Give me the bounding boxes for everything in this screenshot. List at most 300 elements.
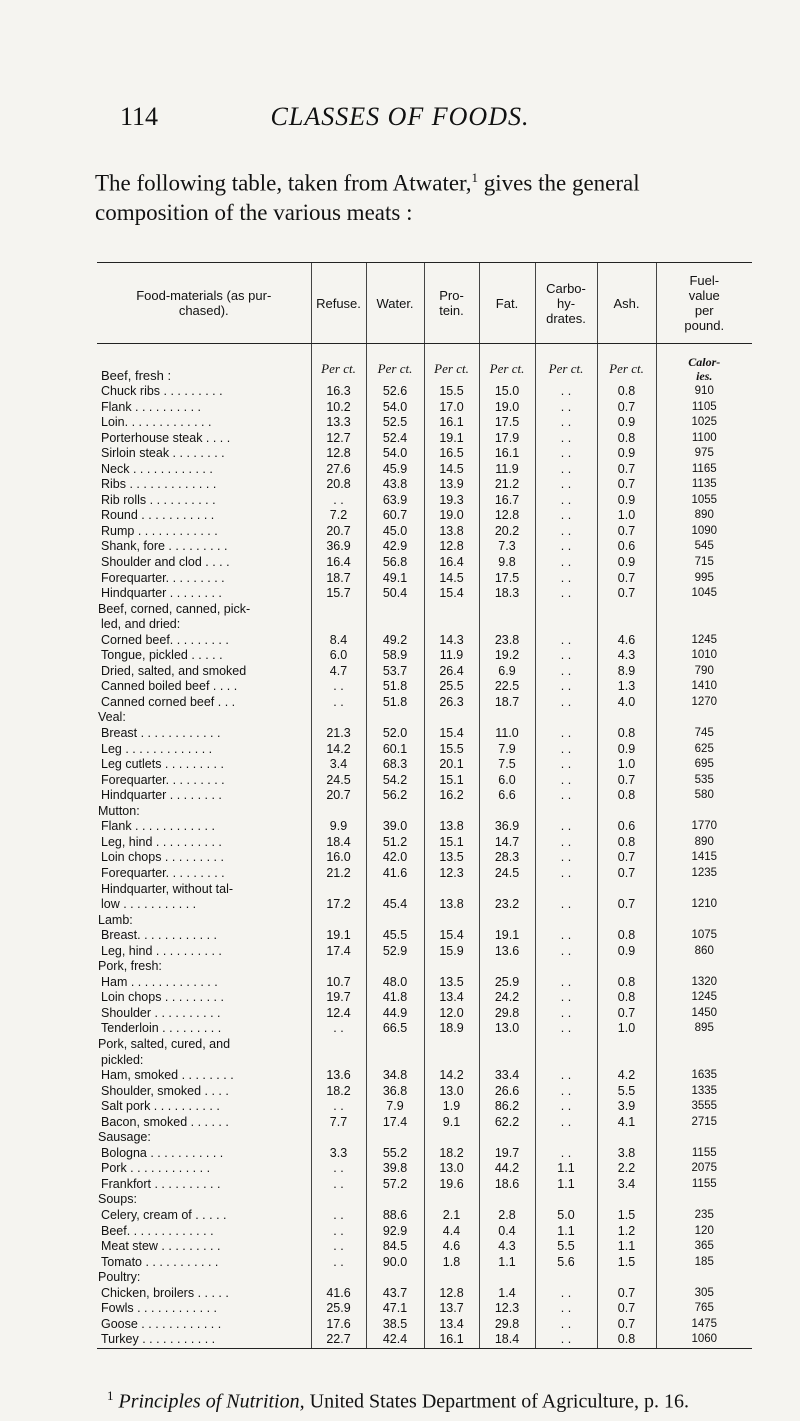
food-name: Forequarter. . . . . . . . . — [101, 865, 225, 880]
food-name: Shoulder . . . . . . . . . . — [101, 1005, 221, 1020]
value-cell: . . — [535, 1084, 597, 1100]
value-cell: 13.0 — [479, 1021, 535, 1037]
table-row — [97, 990, 752, 1006]
table-row — [97, 508, 752, 524]
value-cell — [366, 1192, 424, 1208]
value-cell: 11.9 — [479, 462, 535, 478]
value-cell: 3.9 — [597, 1099, 656, 1115]
value-cell: 29.8 — [479, 1317, 535, 1333]
fuel-value: 1245 — [656, 990, 752, 1006]
food-name: Pork, salted, cured, and — [98, 1036, 231, 1051]
units-row — [97, 354, 752, 384]
value-cell: 18.4 — [479, 1332, 535, 1348]
value-cell: 19.1 — [424, 431, 479, 447]
value-cell — [597, 1037, 656, 1053]
value-cell: . . — [535, 679, 597, 695]
value-cell: 0.7 — [597, 400, 656, 416]
value-cell: 7.5 — [479, 757, 535, 773]
value-cell: 45.5 — [366, 928, 424, 944]
value-cell — [479, 617, 535, 633]
value-cell: . . — [535, 524, 597, 540]
fuel-value — [656, 1192, 752, 1208]
fuel-value: 235 — [656, 1208, 752, 1224]
table-header-row — [97, 263, 752, 344]
table-row — [97, 1084, 752, 1100]
value-cell: 41.6 — [366, 866, 424, 882]
value-cell: 15.4 — [424, 586, 479, 602]
value-cell: 1.8 — [424, 1255, 479, 1271]
value-cell: 0.7 — [597, 850, 656, 866]
value-cell: 12.7 — [311, 431, 366, 447]
value-cell: 19.1 — [479, 928, 535, 944]
table-row — [97, 539, 752, 555]
value-cell: . . — [535, 1286, 597, 1302]
value-cell: . . — [535, 1317, 597, 1333]
value-cell: 4.1 — [597, 1115, 656, 1131]
value-cell: 13.6 — [311, 1068, 366, 1084]
fuel-value — [656, 1037, 752, 1053]
value-cell: . . — [535, 384, 597, 400]
footnote-marker: 1 — [107, 1388, 114, 1403]
value-cell: 0.7 — [597, 462, 656, 478]
value-cell: 0.8 — [597, 975, 656, 991]
value-cell: 62.2 — [479, 1115, 535, 1131]
food-name: Ham, smoked . . . . . . . . — [101, 1068, 234, 1083]
value-cell — [424, 1037, 479, 1053]
value-cell: 24.5 — [311, 773, 366, 789]
value-cell — [597, 1130, 656, 1146]
fuel-value — [656, 602, 752, 618]
value-cell: . . — [535, 1115, 597, 1131]
fuel-value — [656, 804, 752, 820]
value-cell: . . — [535, 819, 597, 835]
fuel-value: 1335 — [656, 1084, 752, 1100]
value-cell: 0.4 — [479, 1224, 535, 1240]
fuel-value: 1155 — [656, 1146, 752, 1162]
fuel-value — [656, 1130, 752, 1146]
fuel-value: 185 — [656, 1255, 752, 1271]
table-row — [97, 975, 752, 991]
value-cell: 11.9 — [424, 648, 479, 664]
food-name: Soups: — [98, 1192, 137, 1207]
value-cell — [366, 1053, 424, 1069]
value-cell — [424, 1192, 479, 1208]
value-cell: 42.4 — [366, 1332, 424, 1348]
value-cell: 52.4 — [366, 431, 424, 447]
value-cell: . . — [311, 1177, 366, 1193]
value-cell: 0.6 — [597, 819, 656, 835]
value-cell: . . — [311, 1208, 366, 1224]
value-cell: . . — [535, 788, 597, 804]
value-cell: 41.6 — [311, 1286, 366, 1302]
value-cell: 13.6 — [479, 944, 535, 960]
spacer-row — [97, 344, 752, 355]
fuel-value: 1165 — [656, 462, 752, 478]
value-cell — [366, 1270, 424, 1286]
table-row — [97, 586, 752, 602]
column-header: Refuse. — [311, 263, 366, 344]
value-cell: . . — [535, 757, 597, 773]
value-cell: 55.2 — [366, 1146, 424, 1162]
value-cell: 16.1 — [424, 1332, 479, 1348]
value-cell: 1.0 — [597, 757, 656, 773]
value-cell: 19.0 — [479, 400, 535, 416]
food-name: Rib rolls . . . . . . . . . . — [101, 492, 216, 507]
food-name: Leg . . . . . . . . . . . . . — [101, 741, 213, 756]
table-row — [97, 1177, 752, 1193]
food-name: Turkey . . . . . . . . . . . — [97, 1332, 311, 1348]
intro-text-rest: gives the general composition of the various meats : — [95, 170, 640, 225]
footnote-ref: 1 — [471, 170, 479, 185]
fuel-value: 1025 — [656, 415, 752, 431]
value-cell — [424, 1053, 479, 1069]
column-header: Fat. — [479, 263, 535, 344]
value-cell — [424, 602, 479, 618]
spacer-cell — [97, 344, 311, 355]
column-header: Food-materials (as pur- chased). — [97, 263, 311, 344]
value-cell: 4.7 — [311, 664, 366, 680]
spacer-cell — [366, 344, 424, 355]
value-cell: . . — [535, 742, 597, 758]
table-row — [97, 446, 752, 462]
value-cell — [311, 602, 366, 618]
value-cell: 63.9 — [366, 493, 424, 509]
intro-paragraph — [95, 163, 745, 227]
value-cell: 16.4 — [311, 555, 366, 571]
table-row — [97, 431, 752, 447]
fuel-value — [656, 617, 752, 633]
value-cell: 13.5 — [424, 975, 479, 991]
value-cell: 25.5 — [424, 679, 479, 695]
value-cell — [424, 959, 479, 975]
value-cell: 49.1 — [366, 571, 424, 587]
column-header: Pro- tein. — [424, 263, 479, 344]
food-name: Shoulder and clod . . . . — [101, 555, 230, 570]
value-cell: 1.0 — [597, 508, 656, 524]
footnote — [107, 1388, 689, 1414]
value-cell: 1.1 — [535, 1224, 597, 1240]
value-cell: 12.8 — [311, 446, 366, 462]
food-name: Bacon, smoked . . . . . . — [101, 1114, 229, 1129]
value-cell: 18.4 — [311, 835, 366, 851]
value-cell — [535, 1037, 597, 1053]
value-cell: 1.3 — [597, 679, 656, 695]
food-name: Beef. . . . . . . . . . . . . — [101, 1223, 214, 1238]
table-row — [97, 944, 752, 960]
table-row — [97, 633, 752, 649]
food-name: Hindquarter, without tal- — [101, 881, 234, 896]
table-row — [97, 1115, 752, 1131]
value-cell: . . — [535, 928, 597, 944]
value-cell — [479, 913, 535, 929]
value-cell: 5.6 — [535, 1255, 597, 1271]
value-cell: 1.0 — [597, 1021, 656, 1037]
value-cell — [535, 804, 597, 820]
value-cell — [366, 602, 424, 618]
value-cell: 5.5 — [597, 1084, 656, 1100]
food-name: Fowls . . . . . . . . . . . . — [101, 1301, 217, 1316]
value-cell: 43.7 — [366, 1286, 424, 1302]
table-row — [97, 850, 752, 866]
spacer-cell — [424, 344, 479, 355]
value-cell — [311, 1270, 366, 1286]
value-cell: 29.8 — [479, 1006, 535, 1022]
table-row — [97, 726, 752, 742]
value-cell: 18.6 — [479, 1177, 535, 1193]
fuel-value: 580 — [656, 788, 752, 804]
value-cell: 51.8 — [366, 695, 424, 711]
value-cell — [311, 617, 366, 633]
value-cell: 53.7 — [366, 664, 424, 680]
value-cell: 16.1 — [479, 446, 535, 462]
value-cell — [366, 959, 424, 975]
value-cell: 2.2 — [597, 1161, 656, 1177]
group-row — [97, 1192, 752, 1208]
value-cell: 18.9 — [424, 1021, 479, 1037]
fuel-value: 535 — [656, 773, 752, 789]
value-cell — [535, 710, 597, 726]
food-name: Salt pork . . . . . . . . . . — [101, 1099, 220, 1114]
value-cell — [479, 1270, 535, 1286]
value-cell: 2.1 — [424, 1208, 479, 1224]
food-name: Lamb: — [98, 912, 133, 927]
value-cell: 0.8 — [597, 835, 656, 851]
value-cell — [424, 913, 479, 929]
food-name: Tongue, pickled . . . . . — [101, 648, 223, 663]
value-cell: 20.8 — [311, 477, 366, 493]
table-row — [97, 384, 752, 400]
fuel-value: 1105 — [656, 400, 752, 416]
fuel-value: 890 — [656, 835, 752, 851]
value-cell: 17.6 — [311, 1317, 366, 1333]
value-cell: 13.8 — [424, 819, 479, 835]
fuel-value: 2075 — [656, 1161, 752, 1177]
value-cell: 4.3 — [597, 648, 656, 664]
value-cell — [479, 959, 535, 975]
value-cell — [311, 913, 366, 929]
food-name: Sausage: — [98, 1130, 151, 1145]
value-cell: 28.3 — [479, 850, 535, 866]
value-cell — [311, 1037, 366, 1053]
food-name: Flank . . . . . . . . . . . . — [101, 819, 215, 834]
fuel-value — [656, 710, 752, 726]
value-cell — [479, 602, 535, 618]
value-cell — [424, 617, 479, 633]
value-cell: 86.2 — [479, 1099, 535, 1115]
value-cell: 1.1 — [597, 1239, 656, 1255]
value-cell: 17.5 — [479, 571, 535, 587]
value-cell: 21.3 — [311, 726, 366, 742]
value-cell: 0.7 — [597, 773, 656, 789]
value-cell: 26.6 — [479, 1084, 535, 1100]
food-name: Forequarter. . . . . . . . . — [101, 570, 225, 585]
value-cell — [597, 1270, 656, 1286]
spacer-cell — [479, 344, 535, 355]
value-cell: 0.7 — [597, 524, 656, 540]
value-cell: 16.1 — [424, 415, 479, 431]
value-cell: 5.5 — [535, 1239, 597, 1255]
value-cell: . . — [311, 493, 366, 509]
value-cell: 27.6 — [311, 462, 366, 478]
value-cell: 92.9 — [366, 1224, 424, 1240]
table-body — [97, 344, 752, 1349]
value-cell: 3.8 — [597, 1146, 656, 1162]
value-cell: 54.2 — [366, 773, 424, 789]
value-cell: 54.0 — [366, 446, 424, 462]
table-row — [97, 757, 752, 773]
table-row — [97, 866, 752, 882]
fuel-value: 1010 — [656, 648, 752, 664]
food-name: Sirloin steak . . . . . . . . — [101, 446, 225, 461]
table-row — [97, 1021, 752, 1037]
value-cell: 17.4 — [311, 944, 366, 960]
fuel-value: 1155 — [656, 1177, 752, 1193]
value-cell — [597, 1192, 656, 1208]
value-cell: . . — [311, 1161, 366, 1177]
value-cell: . . — [535, 664, 597, 680]
value-cell: 50.4 — [366, 586, 424, 602]
value-cell: 36.9 — [311, 539, 366, 555]
value-cell: . . — [535, 555, 597, 571]
food-name: Round . . . . . . . . . . . — [101, 508, 215, 523]
value-cell — [424, 1130, 479, 1146]
value-cell: 38.5 — [366, 1317, 424, 1333]
value-cell: 19.6 — [424, 1177, 479, 1193]
food-name: Dried, salted, and smoked — [101, 663, 247, 678]
value-cell: 5.0 — [535, 1208, 597, 1224]
value-cell: . . — [535, 1332, 597, 1348]
value-cell: . . — [535, 850, 597, 866]
fuel-value: 1055 — [656, 493, 752, 509]
table-row — [97, 679, 752, 695]
fuel-value: 1100 — [656, 431, 752, 447]
fuel-value: 860 — [656, 944, 752, 960]
value-cell: 19.2 — [479, 648, 535, 664]
value-cell: . . — [535, 1301, 597, 1317]
value-cell: 13.3 — [311, 415, 366, 431]
value-cell: 16.4 — [424, 555, 479, 571]
table-row — [97, 555, 752, 571]
value-cell: 9.9 — [311, 819, 366, 835]
value-cell: . . — [535, 726, 597, 742]
value-cell: 51.2 — [366, 835, 424, 851]
table-row — [97, 617, 752, 633]
unit-cell: Per ct. — [311, 354, 366, 384]
value-cell: 14.5 — [424, 571, 479, 587]
value-cell: 45.9 — [366, 462, 424, 478]
value-cell: . . — [311, 1255, 366, 1271]
value-cell: . . — [311, 679, 366, 695]
value-cell: 0.8 — [597, 990, 656, 1006]
value-cell: 26.4 — [424, 664, 479, 680]
food-name: Goose . . . . . . . . . . . . — [101, 1316, 222, 1331]
table-row — [97, 1006, 752, 1022]
value-cell — [535, 1192, 597, 1208]
fuel-value: 2715 — [656, 1115, 752, 1131]
value-cell: 33.4 — [479, 1068, 535, 1084]
value-cell: . . — [535, 446, 597, 462]
value-cell: 45.4 — [366, 897, 424, 913]
value-cell: 16.2 — [424, 788, 479, 804]
food-name: Pork, fresh: — [98, 959, 162, 974]
food-name: led, and dried: — [101, 617, 181, 632]
value-cell: . . — [535, 1006, 597, 1022]
value-cell: . . — [535, 1021, 597, 1037]
column-header: Water. — [366, 263, 424, 344]
value-cell — [597, 882, 656, 898]
value-cell: 17.2 — [311, 897, 366, 913]
value-cell: 44.2 — [479, 1161, 535, 1177]
value-cell: . . — [535, 773, 597, 789]
value-cell: 0.9 — [597, 493, 656, 509]
value-cell: 13.5 — [424, 850, 479, 866]
value-cell — [479, 804, 535, 820]
table-row — [97, 1146, 752, 1162]
value-cell: 12.0 — [424, 1006, 479, 1022]
food-name: Porterhouse steak . . . . — [101, 430, 231, 445]
value-cell: . . — [535, 431, 597, 447]
value-cell: 13.8 — [424, 897, 479, 913]
value-cell: . . — [535, 897, 597, 913]
value-cell: . . — [535, 990, 597, 1006]
value-cell: 21.2 — [311, 866, 366, 882]
table-row — [97, 462, 752, 478]
value-cell: . . — [535, 477, 597, 493]
value-cell: 52.0 — [366, 726, 424, 742]
table-row — [97, 493, 752, 509]
value-cell — [535, 1053, 597, 1069]
column-header: Ash. — [597, 263, 656, 344]
value-cell: 15.0 — [479, 384, 535, 400]
value-cell: 0.8 — [597, 384, 656, 400]
food-name: Canned corned beef . . . — [101, 694, 236, 709]
table-row — [97, 882, 752, 898]
value-cell: . . — [535, 586, 597, 602]
value-cell — [311, 804, 366, 820]
value-cell: 18.2 — [311, 1084, 366, 1100]
fuel-value: 765 — [656, 1301, 752, 1317]
value-cell: 6.6 — [479, 788, 535, 804]
table-row — [97, 1332, 752, 1348]
value-cell: . . — [535, 493, 597, 509]
value-cell — [597, 913, 656, 929]
value-cell: 6.9 — [479, 664, 535, 680]
value-cell: 4.0 — [597, 695, 656, 711]
value-cell — [366, 710, 424, 726]
fuel-value: 975 — [656, 446, 752, 462]
value-cell: 41.8 — [366, 990, 424, 1006]
value-cell: 4.4 — [424, 1224, 479, 1240]
food-name: Neck . . . . . . . . . . . . — [101, 461, 213, 476]
value-cell: 43.8 — [366, 477, 424, 493]
value-cell: 15.7 — [311, 586, 366, 602]
value-cell — [597, 617, 656, 633]
fuel-value: 890 — [656, 508, 752, 524]
fuel-value: 715 — [656, 555, 752, 571]
table-row — [97, 1301, 752, 1317]
value-cell: 7.7 — [311, 1115, 366, 1131]
value-cell: 0.8 — [597, 928, 656, 944]
value-cell — [311, 1192, 366, 1208]
table-row — [97, 928, 752, 944]
value-cell: 7.9 — [366, 1099, 424, 1115]
value-cell: 12.8 — [479, 508, 535, 524]
value-cell: 16.7 — [479, 493, 535, 509]
value-cell: 18.7 — [479, 695, 535, 711]
value-cell: . . — [535, 633, 597, 649]
food-name: Tenderloin . . . . . . . . . — [101, 1021, 222, 1036]
table-row — [97, 1099, 752, 1115]
